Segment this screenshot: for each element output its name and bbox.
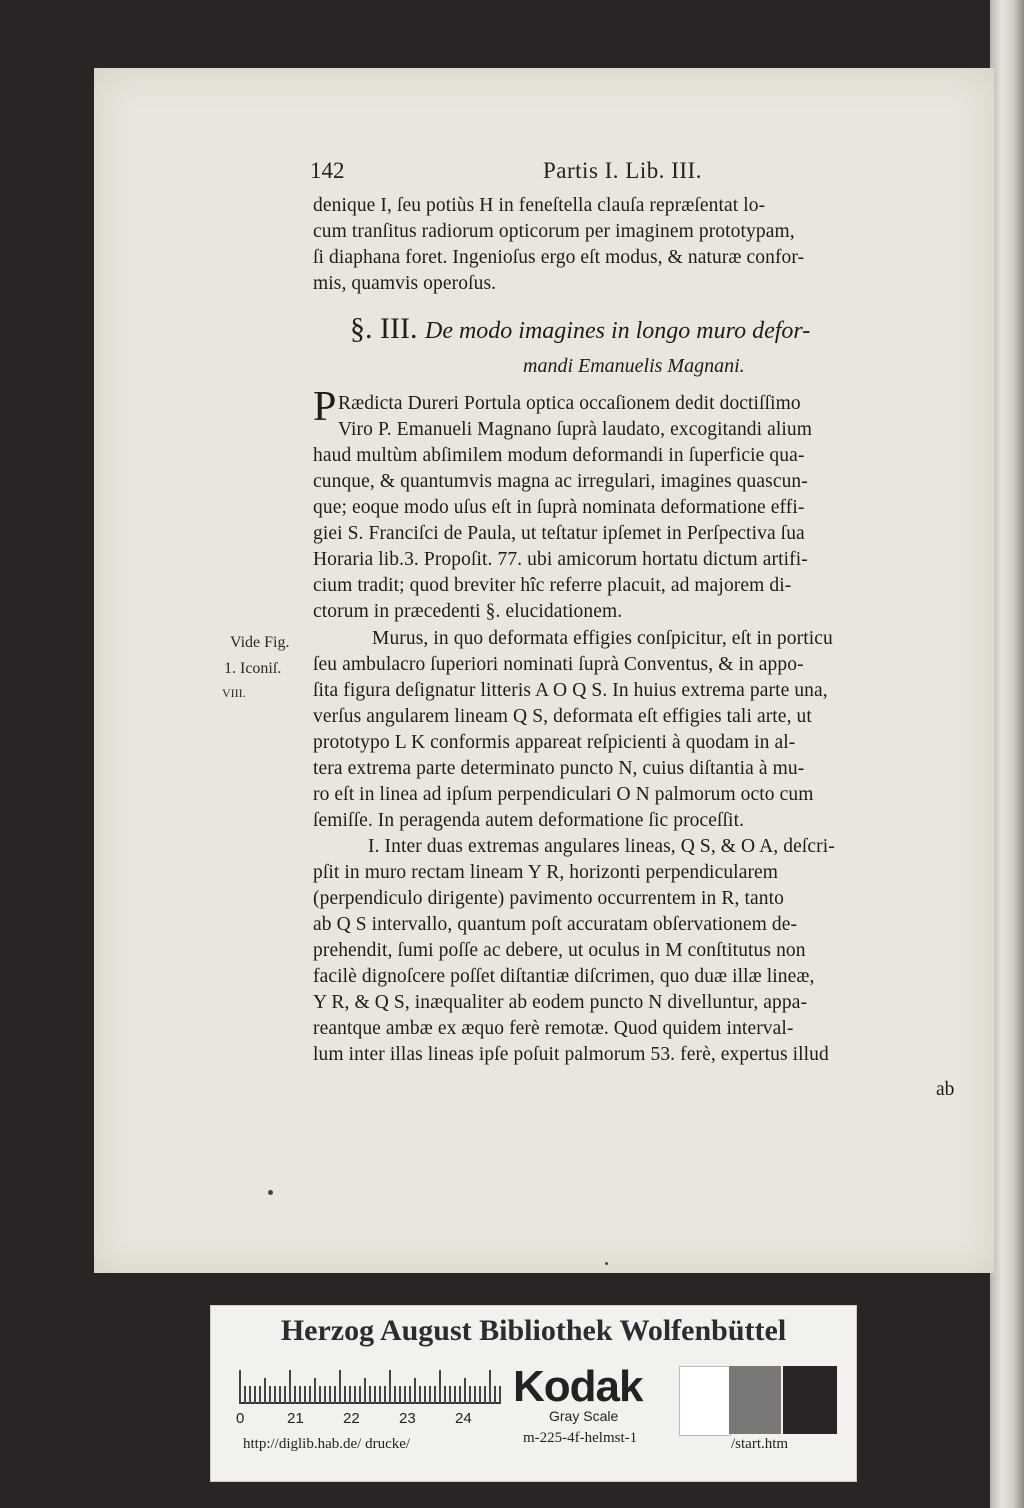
ruler-tick	[274, 1386, 276, 1404]
running-title: Partis I. Lib. III.	[543, 158, 702, 183]
ruler-tick	[249, 1386, 251, 1404]
ruler-tick	[439, 1370, 441, 1404]
ruler-tick	[389, 1370, 391, 1404]
text-line: Horaria lib.3. Propoſit. 77. ubi amicorum hortatu dictum artifi-	[313, 549, 808, 570]
ruler-tick	[424, 1386, 426, 1404]
text-line: Murus, in quo deformata effigies conſpicitur, eſt in porticu	[372, 628, 833, 649]
ruler-tick	[339, 1370, 341, 1404]
text-line: ro eſt in linea ad ipſum perpendiculari O N palmorum octo cum	[313, 784, 814, 805]
text-line: cum tranſitus radiorum opticorum per imaginem prototypam,	[313, 221, 795, 242]
ruler-tick	[349, 1386, 351, 1404]
text-line: que; eoque modo uſus eſt in ſuprà nominata deformatione effi-	[313, 497, 805, 518]
ruler-tick	[459, 1386, 461, 1404]
ruler-number: 22	[343, 1410, 360, 1427]
ruler-tick	[259, 1386, 261, 1404]
ruler-tick	[314, 1378, 316, 1404]
text-line: reantque ambæ ex æquo ferè remotæ. Quod quidem interval-	[313, 1018, 794, 1039]
ruler-tick	[469, 1386, 471, 1404]
ruler-tick	[464, 1378, 466, 1404]
ruler-tick	[344, 1386, 346, 1404]
ruler-tick	[284, 1386, 286, 1404]
ruler-tick	[384, 1386, 386, 1404]
text-line: haud multùm abſimilem modum deformandi in ſuperficie qua-	[313, 445, 805, 466]
text-line: ſi diaphana foret. Ingenioſus ergo eſt modus, & naturæ confor-	[313, 247, 805, 268]
text-line: cunque, & quantumvis magna ac irregulari, imagines quascun-	[313, 471, 808, 492]
ruler-tick	[309, 1386, 311, 1404]
section-heading	[350, 312, 810, 346]
text-line: Viro P. Emanueli Magnano ſuprà laudato, excogitandi alium	[338, 419, 813, 440]
shelfmark: m-225-4f-helmst-1	[523, 1430, 638, 1446]
ruler-tick	[394, 1386, 396, 1404]
ruler-number: 23	[399, 1410, 416, 1427]
ruler-tick	[444, 1386, 446, 1404]
text-line: prehendit, ſumi poſſe ac debere, ut oculus in M conſtitutus non	[313, 940, 806, 961]
section-symbol: §. III.	[350, 312, 418, 345]
ruler-tick	[399, 1386, 401, 1404]
text-line: ſita figura deſignatur litteris A O Q S. In huius extrema parte una,	[313, 680, 828, 701]
ruler-tick	[454, 1386, 456, 1404]
gray-swatch-dark	[783, 1366, 837, 1434]
ruler-tick	[319, 1386, 321, 1404]
ruler-tick	[379, 1386, 381, 1404]
text-line: cium tradit; quod breviter hîc referre placuit, ad majorem di-	[313, 575, 792, 596]
text-line: pſit in muro rectam lineam Y R, horizonti perpendicularem	[313, 862, 779, 883]
url-right: /start.htm	[731, 1436, 789, 1452]
text-line: lum inter illas lineas ipſe poſuit palmorum 53. ferè, expertus illud	[313, 1044, 829, 1065]
gray-swatch-white	[679, 1366, 731, 1436]
ruler-number: 0	[236, 1410, 245, 1427]
ruler-tick	[499, 1386, 501, 1404]
ink-speck	[268, 1190, 273, 1195]
ruler-tick	[254, 1386, 256, 1404]
ruler-tick	[279, 1386, 281, 1404]
text-line: giei S. Franciſci de Paula, ut teſtatur ipſemet in Perſpectiva ſua	[313, 523, 805, 544]
ruler-tick	[434, 1386, 436, 1404]
section-title-line2: mandi Emanuelis Magnani.	[523, 355, 745, 377]
page-number: 142	[310, 158, 345, 183]
gray-swatch-mid	[729, 1366, 781, 1434]
ruler-tick	[299, 1386, 301, 1404]
ruler-tick	[304, 1386, 306, 1404]
ruler-tick	[334, 1386, 336, 1404]
ruler-tick	[364, 1378, 366, 1404]
margin-note-line: Vide Fig.	[230, 634, 290, 651]
text-line: I. Inter duas extremas angulares lineas, Q S, & O A, deſcri-	[368, 836, 835, 857]
text-line: facilè dignoſcere poſſet diſtantiæ diſcrimen, quo duæ illæ lineæ,	[313, 966, 815, 987]
text-line: Rædicta Dureri Portula optica occaſionem dedit doctiſſimo	[338, 393, 801, 414]
ruler-tick	[409, 1386, 411, 1404]
ruler-tick	[239, 1370, 241, 1404]
measurement-ruler	[239, 1366, 501, 1404]
ruler-number: 24	[455, 1410, 472, 1427]
text-line: ſemiſſe. In peragenda autem deformatione ſic proceſſit.	[313, 810, 745, 831]
ruler-tick	[324, 1386, 326, 1404]
margin-note-line: VIII.	[222, 686, 246, 700]
ruler-tick	[244, 1386, 246, 1404]
ruler-tick	[479, 1386, 481, 1404]
ruler-tick	[489, 1370, 491, 1404]
section-title-line1: De modo imagines in longo muro defor-	[424, 318, 811, 344]
ruler-tick	[419, 1386, 421, 1404]
text-line: ab Q S intervallo, quantum poſt accuratam obſervationem de-	[313, 914, 798, 935]
ruler-tick	[354, 1386, 356, 1404]
ruler-number: 21	[287, 1410, 304, 1427]
book-spine	[990, 0, 1024, 1508]
ruler-tick	[294, 1386, 296, 1404]
ruler-tick	[494, 1386, 496, 1404]
library-name: Herzog August Bibliothek Wolfenbüttel	[280, 1314, 787, 1347]
text-line: ctorum in præcedenti §. elucidationem.	[313, 601, 623, 622]
ruler-tick	[264, 1378, 266, 1404]
text-line: tera extrema parte determinato puncto N, cuius diſtantia à mu-	[313, 758, 805, 779]
ink-speck	[605, 1262, 608, 1265]
text-line: Y R, & Q S, inæqualiter ab eodem puncto N divelluntur, appa-	[313, 992, 808, 1013]
ruler-tick	[369, 1386, 371, 1404]
text-line: denique I, ſeu potiùs H in feneſtella clauſa repræſentat lo-	[313, 195, 766, 216]
text-line: ſeu ambulacro ſuperiori nominati ſuprà Conventus, & in appo-	[313, 654, 804, 675]
text-line: (perpendiculo dirigente) pavimento occurrentem in R, tanto	[313, 888, 784, 909]
ruler-tick	[484, 1386, 486, 1404]
ruler-tick	[449, 1386, 451, 1404]
library-target-card	[210, 1305, 857, 1482]
text-line: prototypo L K conformis appareat reſpicienti à quodam in al-	[313, 732, 796, 753]
ruler-tick	[404, 1386, 406, 1404]
gray-scale-label: Gray Scale	[549, 1408, 619, 1424]
drop-cap: P	[313, 384, 337, 430]
kodak-logo: Kodak	[513, 1362, 643, 1411]
ruler-tick	[329, 1386, 331, 1404]
ruler-tick	[474, 1386, 476, 1404]
ruler-tick	[359, 1386, 361, 1404]
ruler-tick	[374, 1386, 376, 1404]
margin-note-line: 1. Iconiſ.	[224, 660, 282, 677]
ruler-tick	[429, 1386, 431, 1404]
catchword: ab	[936, 1079, 955, 1100]
ruler-tick	[414, 1378, 416, 1404]
text-line: verſus angularem lineam Q S, deformata eſt effigies tali arte, ut	[313, 706, 812, 727]
url-left: http://diglib.hab.de/ drucke/	[243, 1436, 411, 1452]
ruler-tick	[289, 1370, 291, 1404]
text-line: mis, quamvis operoſus.	[313, 273, 497, 294]
ruler-tick	[269, 1386, 271, 1404]
